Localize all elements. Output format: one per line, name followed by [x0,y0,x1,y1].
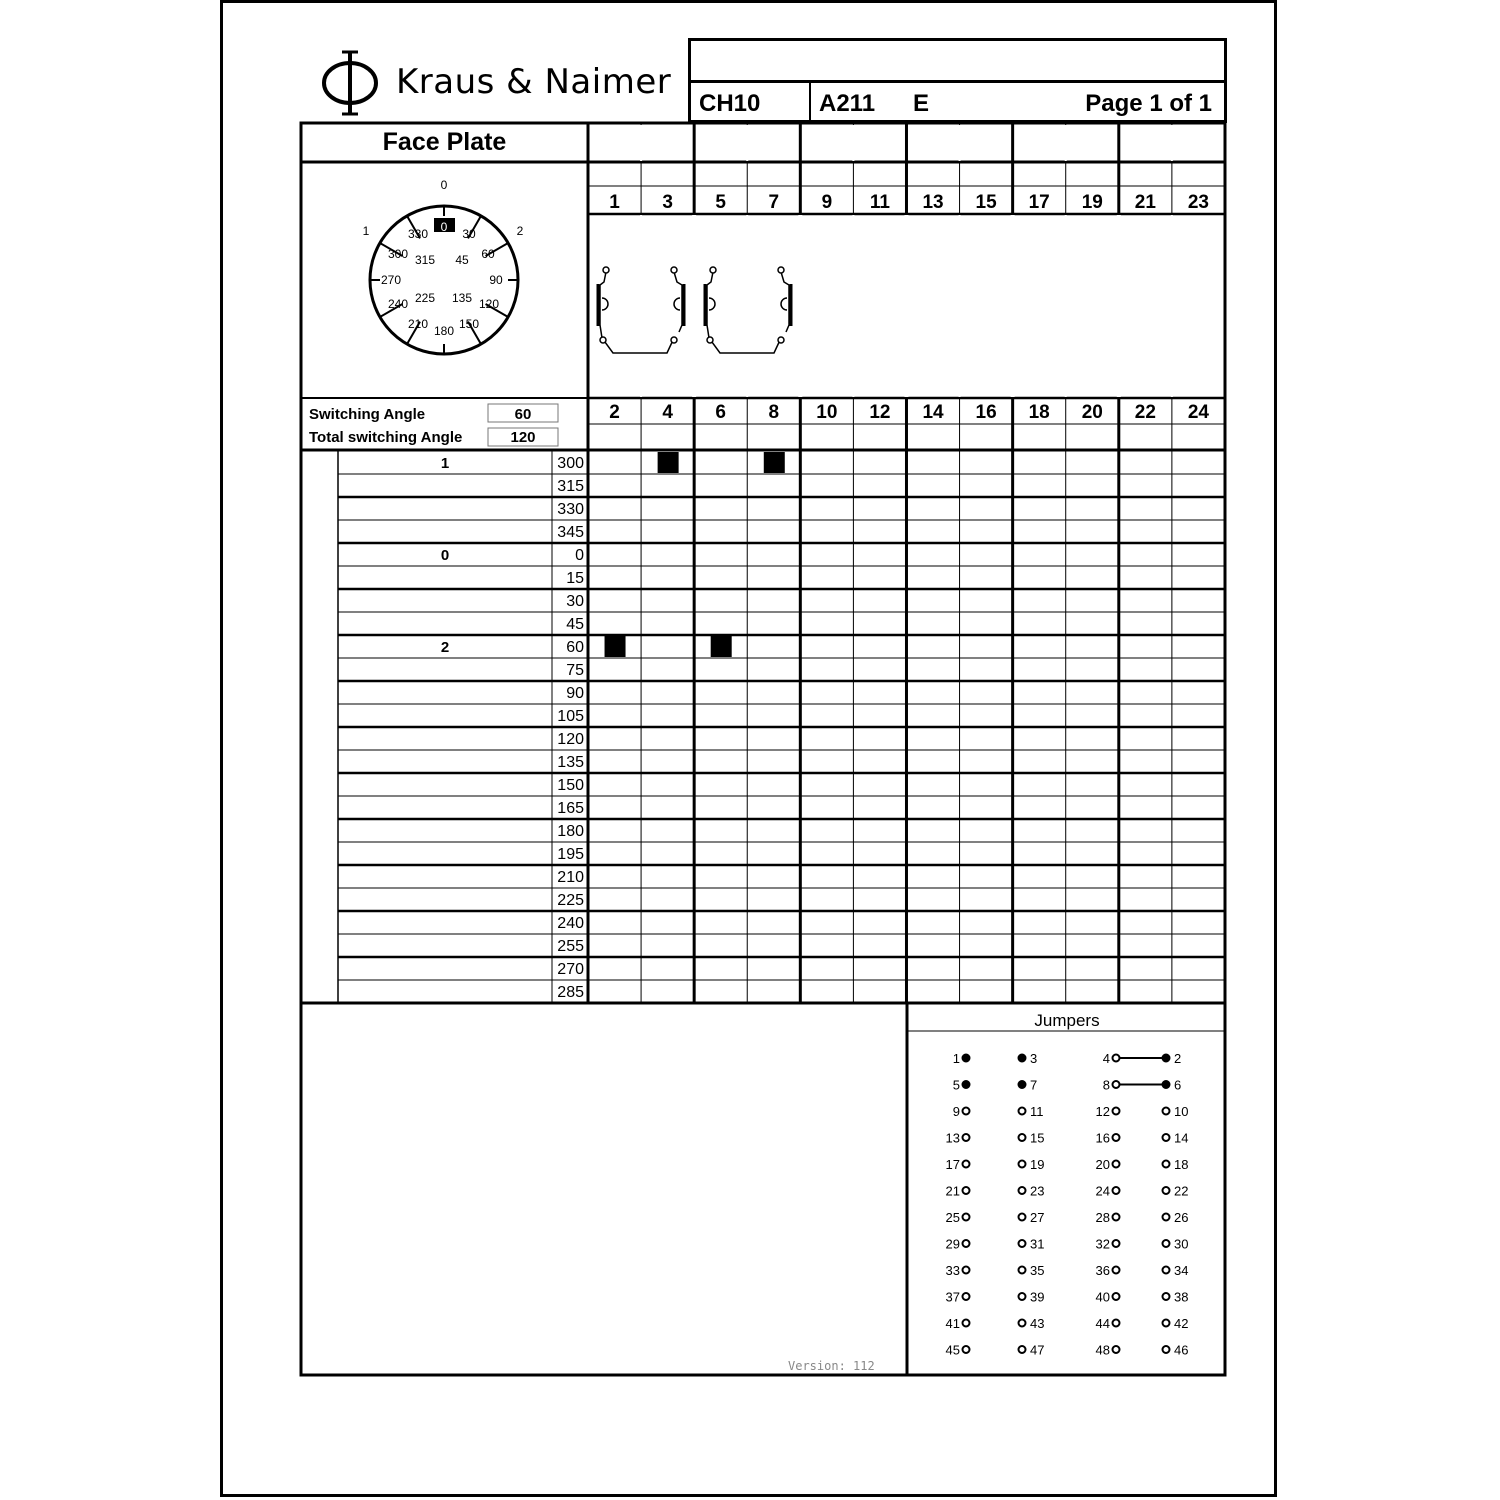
jumper-terminal-dot [1113,1293,1120,1300]
page-indicator: Page 1 of 1 [1085,90,1212,117]
grid-mask [852,125,854,161]
model-code: CH10 [699,90,761,117]
terminal-bottom-20: 20 [1081,402,1103,423]
brand-name: Kraus & Naimer [396,62,672,102]
jumper-terminal-dot [1113,1187,1120,1194]
jumper-label-27: 27 [1030,1210,1045,1225]
jumper-terminal-dot [1163,1293,1170,1300]
jumper-terminal-dot [963,1214,970,1221]
jumper-terminal-dot [1163,1240,1170,1247]
terminal-top-19: 19 [1081,192,1103,213]
face-plate-title: Face Plate [382,128,507,156]
jumper-terminal-dot [963,1240,970,1247]
jumper-terminal-dot [1163,1108,1170,1115]
dial-angle-315: 315 [414,253,436,267]
jumper-label-35: 35 [1030,1263,1045,1278]
angle-label-150: 150 [557,777,584,794]
jumper-label-36: 36 [1095,1263,1110,1278]
jumper-terminal-dot [963,1134,970,1141]
jumper-label-11: 11 [1030,1104,1044,1119]
total-angle-value: 120 [510,429,536,446]
jumper-label-24: 24 [1095,1183,1110,1199]
jumper-terminal-dot [1019,1187,1026,1194]
jumper-terminal-dot [1019,1214,1026,1221]
jumper-label-20: 20 [1095,1157,1110,1172]
jumper-label-8: 8 [1102,1077,1110,1093]
grid-mask [1011,215,1015,397]
terminal-top-9: 9 [821,192,833,213]
angle-label-210: 210 [557,869,584,886]
angle-label-15: 15 [566,570,584,587]
angle-label-75: 75 [566,662,584,679]
dial-angle-300: 300 [387,247,409,261]
jumper-label-14: 14 [1174,1130,1189,1146]
jumper-terminal-dot [963,1187,970,1194]
jumper-label-26: 26 [1174,1210,1189,1225]
jumper-terminal-dot [1019,1293,1026,1300]
jumpers-title: Jumpers [1034,1011,1100,1030]
position-label-2: 2 [440,639,450,656]
angle-label-270: 270 [557,961,584,978]
dial-position-0: 0 [440,178,448,192]
jumper-label-1: 1 [952,1051,960,1066]
jumper-terminal-dot [1163,1267,1170,1274]
jumper-terminal-dot [1113,1134,1120,1141]
jumper-terminal-dot [1113,1240,1120,1247]
terminal-bottom-8: 8 [768,402,780,423]
jumper-terminal-dot [1019,1320,1026,1327]
jumper-terminal-dot [1019,1161,1026,1168]
jumper-label-33: 33 [945,1263,960,1278]
jumper-label-40: 40 [1095,1289,1110,1305]
terminal-top-15: 15 [975,192,997,213]
jumper-label-12: 12 [1095,1104,1110,1119]
jumper-label-28: 28 [1095,1210,1110,1225]
version-label: Version: 112 [788,1359,875,1373]
position-label-0: 0 [440,547,450,564]
contact-closed-marker [658,452,679,473]
grid-mask [852,215,854,397]
dial-angle-135: 135 [451,291,473,305]
grid-mask [746,215,748,397]
jumper-label-13: 13 [945,1130,960,1146]
jumper-label-23: 23 [1030,1183,1045,1199]
jumper-label-37: 37 [945,1289,960,1305]
jumper-terminal-dot [1163,1187,1170,1194]
dial-angle-120: 120 [478,297,500,311]
program-code: A211 [819,90,876,117]
dial-angle-0: 0 [440,220,448,234]
dial-angle-150: 150 [458,317,480,331]
jumper-terminal-dot [1113,1055,1120,1062]
grid-mask [798,215,802,397]
jumper-label-41: 41 [945,1316,960,1331]
dial-angle-60: 60 [481,247,495,261]
terminal-top-7: 7 [768,192,780,213]
jumper-label-10: 10 [1174,1104,1189,1119]
dial-angle-240: 240 [387,297,409,311]
terminal-bottom-2: 2 [609,402,620,423]
jumper-label-21: 21 [945,1183,960,1199]
terminal-bottom-6: 6 [715,402,726,423]
terminal-bottom-14: 14 [922,402,944,423]
angle-label-165: 165 [557,800,584,817]
jumper-terminal-dot [963,1081,970,1088]
dial-angle-225: 225 [414,291,436,305]
jumper-label-46: 46 [1174,1342,1189,1358]
jumper-label-17: 17 [945,1157,960,1172]
terminal-bottom-24: 24 [1187,402,1209,423]
grid-mask [1171,215,1173,397]
grid-mask [959,125,961,161]
grid-mask [1171,125,1173,161]
total-angle-label: Total switching Angle [309,429,463,446]
jumper-terminal-dot [1113,1267,1120,1274]
terminal-top-5: 5 [715,192,726,213]
jumper-terminal-dot [1113,1161,1120,1168]
jumper-terminal-dot [1163,1055,1170,1062]
dial-angle-30: 30 [462,227,476,241]
jumper-label-22: 22 [1174,1183,1189,1199]
jumper-label-15: 15 [1030,1130,1045,1146]
terminal-bottom-22: 22 [1134,402,1156,423]
dial-angle-330: 330 [407,227,429,241]
jumper-label-31: 31 [1030,1236,1045,1252]
contact-closed-marker [605,636,626,657]
jumper-terminal-dot [1163,1346,1170,1353]
angle-label-345: 345 [557,524,584,541]
terminal-bottom-16: 16 [975,402,997,423]
jumper-terminal-dot [1113,1214,1120,1221]
jumper-label-30: 30 [1174,1236,1189,1252]
terminal-top-23: 23 [1187,192,1209,213]
terminal-top-17: 17 [1028,192,1050,213]
jumper-label-16: 16 [1095,1130,1110,1146]
terminal-bottom-4: 4 [662,402,673,423]
jumper-terminal-dot [1113,1081,1120,1088]
jumper-label-4: 4 [1102,1051,1110,1066]
terminal-top-13: 13 [922,192,944,213]
jumper-label-48: 48 [1095,1342,1110,1358]
jumper-terminal-dot [1019,1346,1026,1353]
jumper-label-43: 43 [1030,1316,1045,1331]
terminal-top-3: 3 [662,192,673,213]
grid-mask [640,215,642,397]
angle-label-240: 240 [557,915,584,932]
jumper-label-6: 6 [1174,1077,1182,1093]
jumper-terminal-dot [1163,1161,1170,1168]
angle-label-255: 255 [557,938,584,955]
jumper-label-47: 47 [1030,1342,1045,1358]
grid-mask [692,215,696,397]
angle-label-180: 180 [557,823,584,840]
terminal-top-1: 1 [609,192,620,213]
jumper-terminal-dot [1163,1214,1170,1221]
jumper-terminal-dot [1019,1081,1026,1088]
jumper-label-9: 9 [952,1104,960,1119]
angle-label-315: 315 [557,478,584,495]
grid-mask [1065,125,1067,161]
grid-mask [1117,215,1121,397]
jumper-label-18: 18 [1174,1157,1189,1172]
grid-mask [1065,215,1067,397]
jumper-label-29: 29 [945,1236,960,1252]
jumper-terminal-dot [1019,1267,1026,1274]
jumper-terminal-dot [1113,1346,1120,1353]
angle-label-90: 90 [566,685,584,702]
grid-mask [746,125,748,161]
angle-label-45: 45 [566,616,584,633]
jumper-label-42: 42 [1174,1316,1189,1331]
angle-label-300: 300 [557,455,584,472]
contact-closed-marker [764,452,785,473]
switching-angle-label: Switching Angle [309,406,426,423]
grid-mask [640,125,642,161]
jumper-label-32: 32 [1095,1236,1110,1252]
dial-position-1: 1 [362,224,370,238]
angle-label-0: 0 [575,547,584,564]
dial-angle-210: 210 [407,317,429,331]
jumper-terminal-dot [963,1293,970,1300]
angle-label-225: 225 [557,892,584,909]
jumper-terminal-dot [963,1346,970,1353]
jumper-terminal-dot [1163,1134,1170,1141]
jumper-label-7: 7 [1030,1077,1038,1093]
angle-label-330: 330 [557,501,584,518]
angle-label-105: 105 [557,708,584,725]
jumper-terminal-dot [1163,1320,1170,1327]
position-label-1: 1 [440,455,450,472]
dial-position-2: 2 [516,224,524,238]
jumper-label-44: 44 [1095,1316,1110,1331]
grid-mask [959,215,961,397]
jumper-label-39: 39 [1030,1289,1045,1305]
terminal-bottom-12: 12 [869,402,891,423]
jumper-label-25: 25 [945,1210,960,1225]
jumper-label-38: 38 [1174,1289,1189,1305]
grid-mask [904,215,908,397]
dial-angle-45: 45 [455,253,469,267]
terminal-top-21: 21 [1134,192,1156,213]
contact-closed-marker [711,636,732,657]
angle-label-30: 30 [566,593,584,610]
jumper-terminal-dot [963,1055,970,1062]
jumper-terminal-dot [963,1108,970,1115]
dial-angle-270: 270 [380,273,402,287]
jumper-terminal-dot [1019,1055,1026,1062]
terminal-top-11: 11 [869,192,890,213]
jumper-terminal-dot [963,1320,970,1327]
jumper-label-3: 3 [1030,1051,1038,1066]
jumper-terminal-dot [1019,1134,1026,1141]
terminal-bottom-18: 18 [1028,402,1050,423]
jumper-label-45: 45 [945,1342,960,1358]
jumper-terminal-dot [963,1161,970,1168]
jumper-terminal-dot [963,1267,970,1274]
jumper-terminal-dot [1019,1240,1026,1247]
angle-label-285: 285 [557,984,584,1001]
dial-angle-90: 90 [489,273,503,287]
program-suffix: E [913,90,930,117]
angle-label-60: 60 [566,639,584,656]
main-table-border [301,123,1225,1375]
jumper-label-5: 5 [952,1077,960,1093]
jumper-terminal-dot [1163,1081,1170,1088]
angle-label-135: 135 [557,754,584,771]
jumper-label-2: 2 [1174,1051,1182,1066]
dial-angle-180: 180 [433,324,455,338]
angle-label-120: 120 [557,731,584,748]
terminal-bottom-10: 10 [816,402,838,423]
jumper-terminal-dot [1113,1108,1120,1115]
jumper-terminal-dot [1019,1108,1026,1115]
jumper-label-34: 34 [1174,1263,1189,1278]
jumper-label-19: 19 [1030,1157,1045,1172]
angle-label-195: 195 [557,846,584,863]
switching-angle-value: 60 [514,406,532,423]
jumper-terminal-dot [1113,1320,1120,1327]
